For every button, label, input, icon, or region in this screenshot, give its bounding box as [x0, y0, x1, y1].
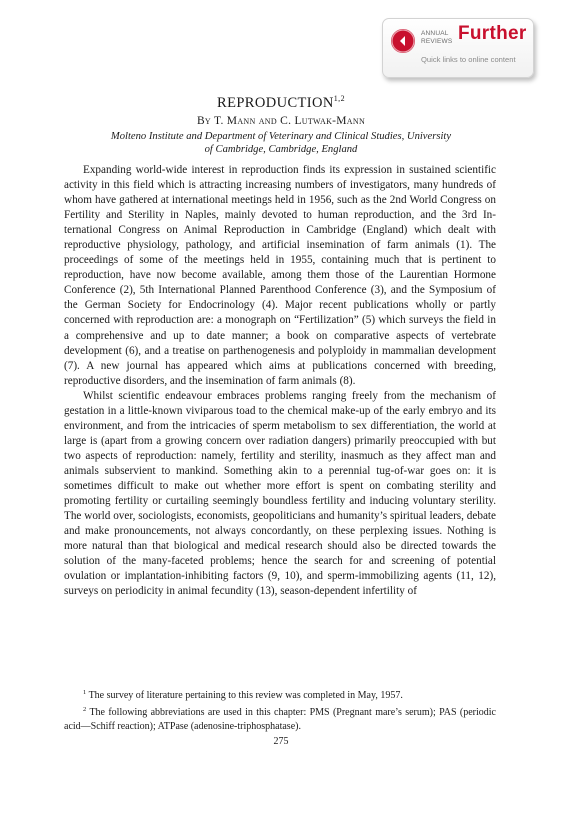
article-affiliation	[100, 130, 462, 156]
article-authors: By T. Mann and C. Lutwak-Mann	[196, 115, 366, 127]
footnote-2	[64, 703, 496, 734]
further-subtitle[interactable]: Quick links to online content	[421, 55, 516, 64]
further-badge[interactable]	[382, 18, 534, 78]
footnotes	[64, 686, 496, 734]
publisher-line2: REVIEWS	[421, 38, 453, 45]
footnote-text: The survey of literature pertaining to this review was completed in May, 1957.	[88, 690, 403, 701]
page-number: 275	[273, 736, 289, 747]
article-body	[64, 163, 496, 599]
body-paragraph-1: Expanding world-wide interest in reproduction finds its expression in sustained scientific activity in this field which is attracting increasing numbers of investigators, many hundreds of whom have gathered at international meetings held in 1956, such as the 2nd World Congress on Fertility and Sterility in Naples, mainly devoted to human reproduction, and the 3rd International Congress on Animal Reproduction in Cambridge (England) which dealt with reproductive physiology, pathology, and artificial insemination of farm animals (1). The proceedings of some of the meetings held in 1955, containing much that is pertinent to reproduction, have now become available, among them those of the Laurentian Hormone Conference (2), 5th International Planned Parenthood Conference (3), and the Symposium of the German Society for Endocrinology (4). Major recent publications wholly or partly concerned with reproduction are: a monograph on “Fertilization” (5) which surveys the field in a comprehensive and up to date manner; a book on comparative aspects of vertebrate development (6), and a treatise on parthenogenesis and polyploidy in mammalian development (7). A new journal has appeared which aims at publications concerned with breeding, reproductive disorders, and the insemination of farm animals (8).	[64, 164, 496, 387]
footnote-text: The following abbreviations are used in this chapter: PMS (Pregnant mare’s serum); PAS (periodic acid—Schiff reaction); ATPase (adenosine-triphosphatase).	[64, 707, 496, 732]
footnote-1	[64, 686, 496, 703]
affiliation-line-1: Molteno Institute and Department of Veterinary and Clinical Studies, University	[110, 131, 452, 142]
footnote-mark: 2	[83, 706, 87, 713]
article-title	[0, 94, 562, 112]
title-text: REPRODUCTION	[217, 95, 334, 111]
body-paragraph-2: Whilst scientific endeavour embraces problems ranging freely from the mechanism of gestation in a little-known viviparous toad to the chemical make-up of the early embryo and its environment, and from the intricacies of sperm metabolism to sex differentiation, the world at large is (apart from a growing concern over radiation dangers) primarily preoccupied with but two aspects of reproduction: namely, fertility and sterility, inasmuch as they affect man and animals subservient to mankind. Something akin to a perennial tug-of-war goes on: it is sometimes difficult to make out whether more effort is spent on combating sterility and promoting fertility or curtailing seemingly boundless fertility and inducing voluntary sterility. The world over, sociologists, economists, geopoliticians and humanity’s spiritual leaders, debate and make pronouncements, not always concordantly, on these perplexing issues. Nothing is more natural than that biological and medical research should also be directed towards the solution of the many-faceted problems; hence the search for and screening of potential ovulation or implantation-inhibiting factors (9, 10), and sperm-immobilizing agents (11, 12), surveys on periodicity in animal fecundity (13), season-dependent infertility of	[64, 389, 496, 598]
chevron-left-icon[interactable]	[391, 29, 415, 53]
affiliation-line-2: of Cambridge, Cambridge, England	[204, 144, 358, 155]
title-footnote-marks: 1,2	[333, 94, 345, 103]
footnote-mark: 1	[83, 689, 87, 696]
further-brand: Further	[458, 23, 527, 44]
publisher-line1: ANNUAL	[421, 30, 449, 37]
annual-reviews-logo	[421, 30, 461, 46]
